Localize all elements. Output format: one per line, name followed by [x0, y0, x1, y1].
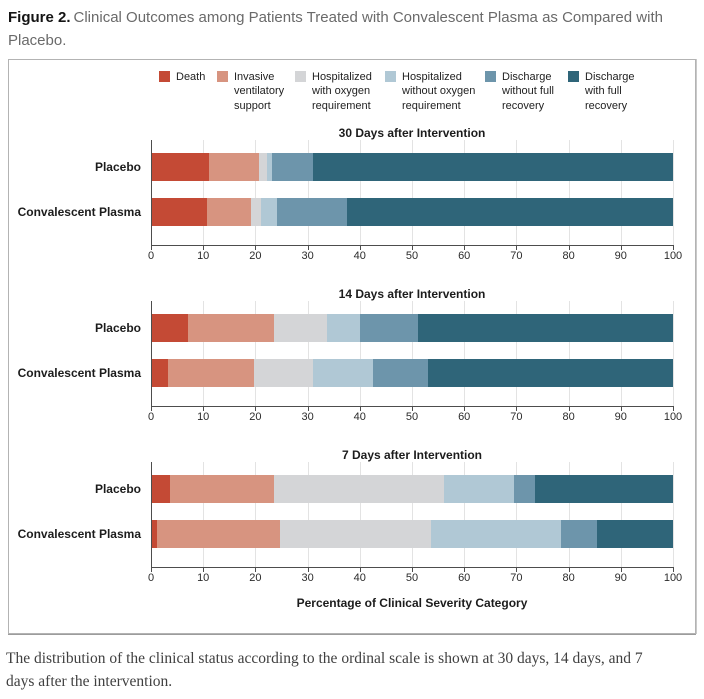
bar-segment: [431, 520, 561, 548]
axis-tick-label: 0: [147, 411, 155, 423]
bar-row-label: Placebo: [94, 160, 141, 174]
axis-tick-label: 50: [405, 250, 419, 262]
bar-segment: [360, 314, 417, 342]
bar-segment: [251, 198, 261, 226]
axis-tick-label: 60: [458, 572, 471, 584]
legend-item-1: [217, 70, 295, 118]
panel-title: 14 Days after Intervention: [338, 287, 486, 301]
x-axis-title: Percentage of Clinical Severity Category: [296, 596, 528, 610]
axis-tick-label: 80: [562, 411, 575, 423]
legend-item-2: [295, 70, 385, 118]
bar-segment: [514, 475, 535, 503]
legend-item-5: [568, 70, 643, 118]
bar-segment: [152, 153, 209, 181]
gridline: [673, 140, 674, 245]
bar-segment: [274, 475, 443, 503]
legend-label: Discharge with full recovery: [585, 71, 635, 112]
axis-tick-label: 20: [249, 572, 262, 584]
legend-label: Hospitalized with oxygen requirement: [312, 71, 372, 112]
figure-footnote: The distribution of the clinical status according to the ordinal scale is shown at 30 days, 14 days, and 7 days after the intervention.: [6, 650, 643, 691]
bar-segment: [597, 520, 673, 548]
axis-tick-label: 40: [353, 572, 366, 584]
x-axis-line: [151, 406, 674, 407]
bar-segment: [444, 475, 514, 503]
legend-label: Discharge without full recovery: [502, 71, 554, 112]
plot-area: [147, 301, 683, 426]
legend-swatch-icon: [159, 71, 170, 82]
time-panel-0: [9, 126, 695, 262]
y-axis-line: [151, 140, 152, 245]
stacked-bar: [152, 520, 673, 548]
bar-segment: [272, 153, 314, 181]
axis-tick-label: 90: [614, 572, 627, 584]
axis-tick-label: 30: [301, 572, 314, 584]
time-panel-1: [9, 287, 695, 423]
y-axis-line: [151, 462, 152, 567]
bar-segment: [561, 520, 597, 548]
figure-label: Figure 2.: [8, 9, 71, 26]
stacked-bar: [152, 475, 673, 503]
bar-segment: [274, 314, 326, 342]
x-axis-line: [151, 245, 674, 246]
axis-tick-label: 50: [405, 411, 419, 423]
bar-segment: [428, 359, 673, 387]
axis-tick-label: 0: [147, 250, 155, 262]
axis-tick-label: 70: [510, 572, 523, 584]
figure-title: [0, 0, 682, 59]
bar-segment: [207, 198, 251, 226]
y-axis-line: [151, 301, 152, 406]
bar-segment: [313, 153, 672, 181]
bar-segment: [188, 314, 274, 342]
axis-tick-label: 20: [249, 250, 262, 262]
bar-segment: [209, 153, 258, 181]
axis-tick-label: 40: [353, 250, 366, 262]
plot-area: [147, 462, 683, 587]
bar-row-label: Convalescent Plasma: [17, 366, 141, 380]
legend-swatch-icon: [217, 71, 228, 82]
time-panel-2: [9, 448, 695, 584]
bar-segment: [152, 359, 168, 387]
bar-segment: [152, 475, 170, 503]
chart-panel-box: [8, 59, 696, 634]
legend-swatch-icon: [568, 71, 579, 82]
bar-row-label: Convalescent Plasma: [17, 527, 141, 541]
axis-tick-label: 60: [458, 250, 471, 262]
axis-tick-label: 80: [562, 250, 575, 262]
stacked-bar: [152, 359, 673, 387]
axis-tick-label: 60: [458, 411, 471, 423]
bar-row-label: Placebo: [94, 321, 141, 335]
axis-tick-label: 100: [663, 411, 683, 423]
legend-swatch-icon: [295, 71, 306, 82]
axis-tick-label: 40: [353, 411, 366, 423]
bar-segment: [313, 359, 373, 387]
legend-swatch-icon: [485, 71, 496, 82]
bar-segment: [280, 520, 431, 548]
axis-tick-label: 90: [614, 411, 627, 423]
axis-tick-label: 70: [510, 411, 523, 423]
legend-label: Death: [176, 71, 206, 83]
stacked-bar: [152, 198, 673, 226]
stacked-bar: [152, 153, 673, 181]
legend: [159, 70, 695, 118]
panel-title: 7 Days after Intervention: [341, 448, 483, 462]
bar-segment: [152, 198, 207, 226]
bar-segment: [327, 314, 361, 342]
axis-tick-label: 0: [147, 572, 155, 584]
x-axis-line: [151, 567, 674, 568]
stacked-bar: [152, 314, 673, 342]
legend-label: Invasive ventilatory support: [234, 71, 285, 112]
axis-tick-label: 100: [663, 572, 683, 584]
legend-item-4: [485, 70, 568, 118]
axis-tick-label: 10: [197, 250, 210, 262]
bar-row-label: Placebo: [94, 482, 141, 496]
bar-segment: [418, 314, 673, 342]
panel-title: 30 Days after Intervention: [338, 126, 486, 140]
axis-tick-label: 20: [249, 411, 262, 423]
bar-segment: [259, 153, 267, 181]
bar-segment: [168, 359, 254, 387]
axis-tick-label: 10: [197, 572, 210, 584]
plot-area: [147, 140, 683, 265]
bar-segment: [277, 198, 347, 226]
chart-panels: [9, 126, 695, 584]
bar-segment: [152, 314, 188, 342]
bar-segment: [347, 198, 673, 226]
legend-item-0: [159, 70, 217, 118]
bar-segment: [535, 475, 673, 503]
bar-segment: [157, 520, 279, 548]
axis-tick-label: 90: [614, 250, 627, 262]
legend-label: Hospitalized without oxygen requirement: [402, 71, 476, 112]
axis-tick-label: 70: [510, 250, 523, 262]
bar-segment: [254, 359, 314, 387]
axis-tick-label: 80: [562, 572, 575, 584]
gridline: [673, 301, 674, 406]
legend-swatch-icon: [385, 71, 396, 82]
bar-segment: [261, 198, 277, 226]
axis-tick-label: 30: [301, 411, 314, 423]
bar-segment: [170, 475, 274, 503]
axis-tick-label: 50: [405, 572, 419, 584]
legend-item-3: [385, 70, 485, 118]
axis-tick-label: 100: [663, 250, 683, 262]
axis-tick-label: 30: [301, 250, 314, 262]
figure-title-text: Clinical Outcomes among Patients Treated with Convalescent Plasma as Compared with Placebo.: [8, 9, 663, 49]
bar-row-label: Convalescent Plasma: [17, 205, 141, 219]
bar-segment: [373, 359, 428, 387]
gridline: [673, 462, 674, 567]
axis-tick-label: 10: [197, 411, 210, 423]
